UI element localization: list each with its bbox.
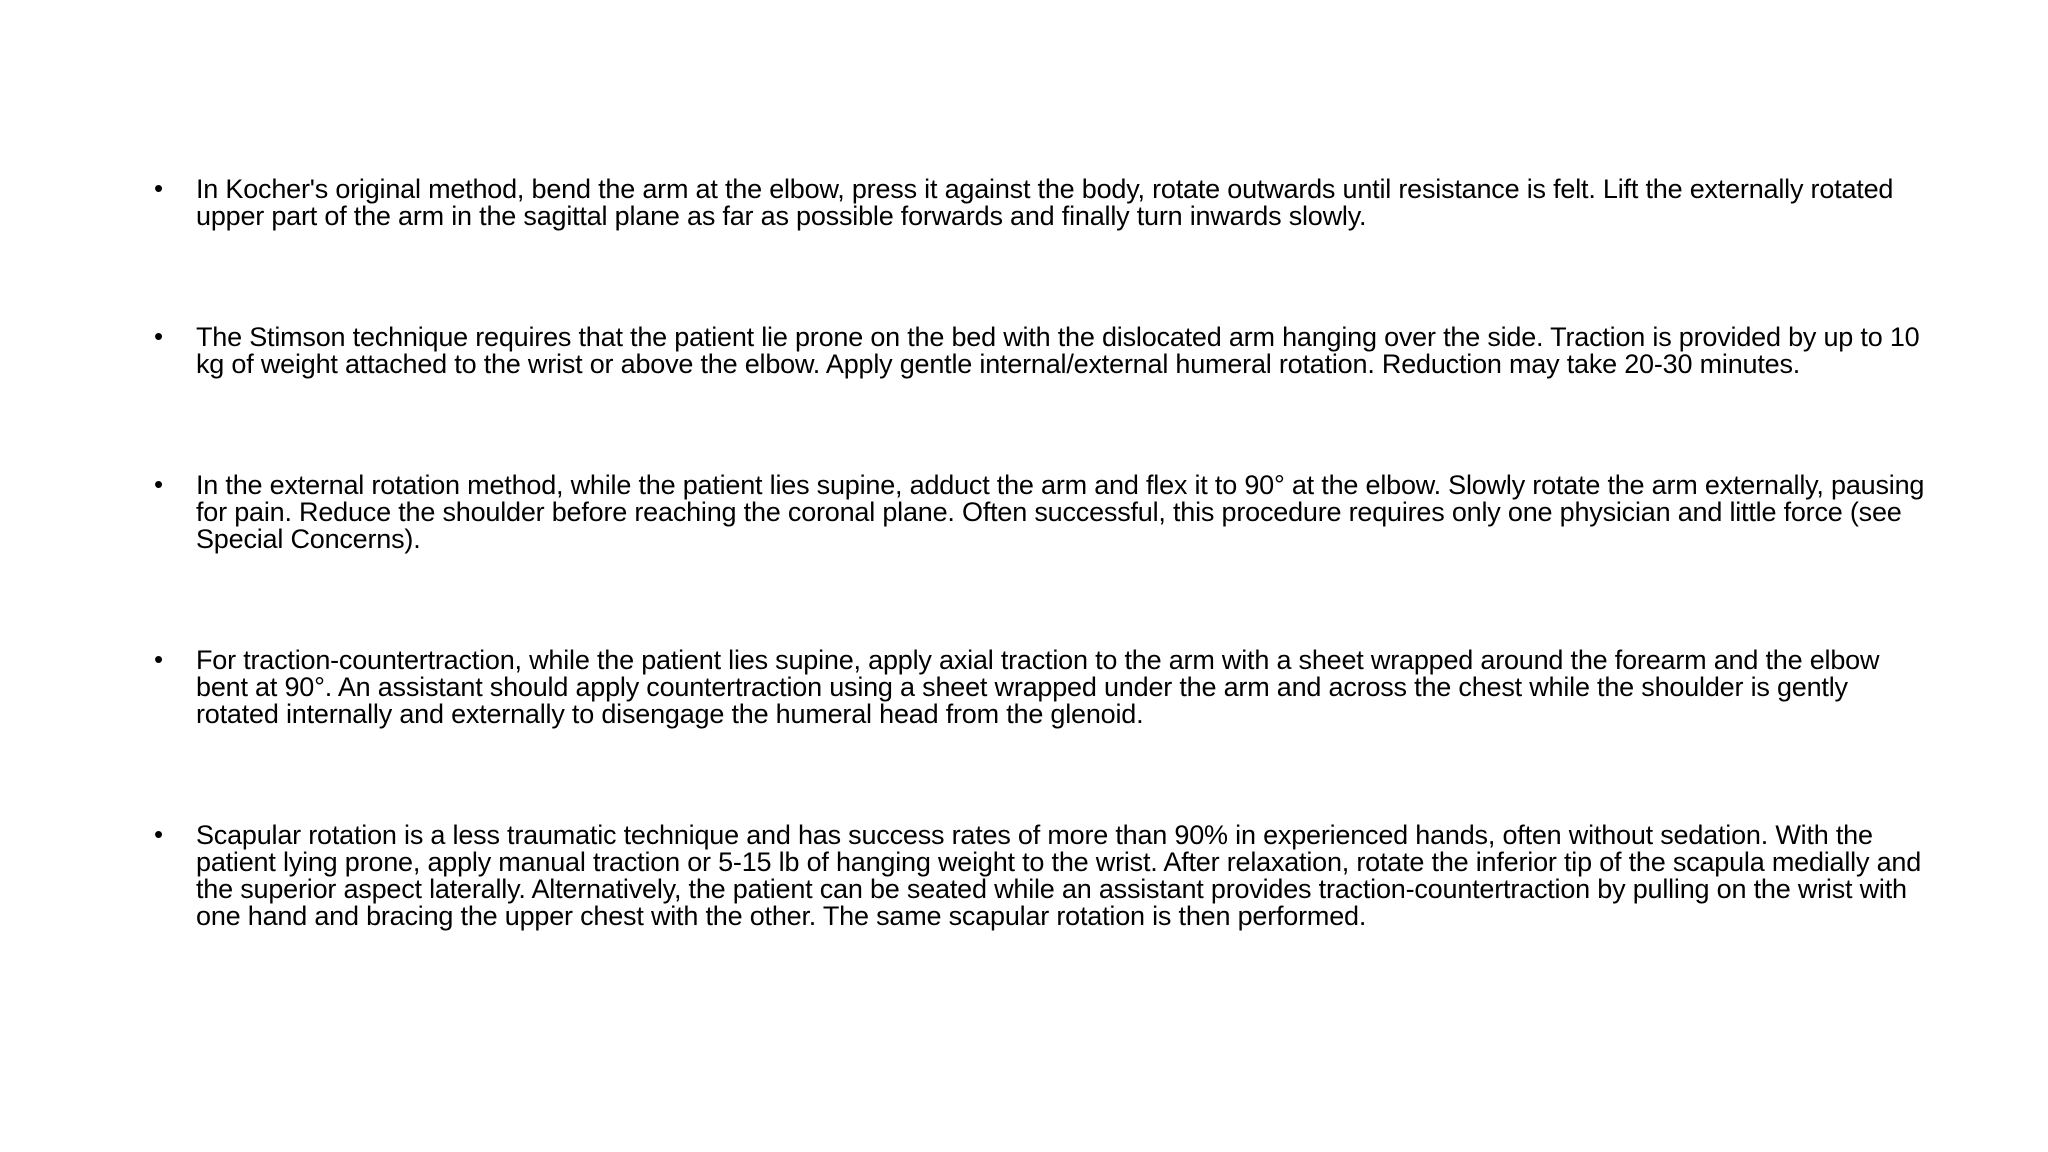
bullet-item-stimson [150,321,1930,379]
bullet-item-kocher [150,173,1930,231]
bullet-text-kocher: In Kocher's original method, bend the arm at the elbow, press it against the body, rotate outwards until resistance is felt. Lift the externally rotated upper part of the arm in the sagittal plane as far as possible forwards and finally turn inwards slowly. [196,174,1894,231]
bullet-text-stimson: The Stimson technique requires that the patient lie prone on the bed with the dislocated arm hanging over the side. Traction is provided by up to 10 kg of weight attached to the wrist or above the elbow. Apply gentle internal/external humeral rotation. Reduction may take 20-30 minutes. [196,322,1920,379]
bullet-list [150,173,1930,931]
bullet-icon: • [154,644,163,674]
bullet-icon: • [154,469,163,499]
bullet-text-scapular-rotation: Scapular rotation is a less traumatic technique and has success rates of more than 90% in experienced hands, often without sedation. With the patient lying prone, apply manual traction or 5-15 lb of hanging weight to the wrist. After relaxation, rotate the inferior tip of the scapula medially and the superior aspect laterally. Alternatively, the patient can be seated while an assistant provides traction-countertraction by pulling on the wrist with one hand and bracing the upper chest with the other. The same scapular rotation is then performed. [196,820,1922,931]
bullet-item-external-rotation [150,469,1930,554]
bullet-icon: • [154,819,163,849]
bullet-text-traction-countertraction: For traction-countertraction, while the patient lies supine, apply axial traction to the arm with a sheet wrapped around the forearm and the elbow bent at 90°. An assistant should apply countertraction using a sheet wrapped under the arm and across the chest while the shoulder is gently rotated internally and externally to disengage the humeral head from the glenoid. [196,645,1880,729]
bullet-item-traction-countertraction [150,644,1930,729]
bullet-text-external-rotation: In the external rotation method, while the patient lies supine, adduct the arm and flex it to 90° at the elbow. Slowly rotate the arm externally, pausing for pain. Reduce the shoulder before reaching the coronal plane. Often successful, this procedure requires only one physician and little force (see Special Concerns). [196,470,1925,554]
bullet-icon: • [154,173,163,203]
bullet-icon: • [154,321,163,351]
bullet-item-scapular-rotation [150,819,1930,931]
